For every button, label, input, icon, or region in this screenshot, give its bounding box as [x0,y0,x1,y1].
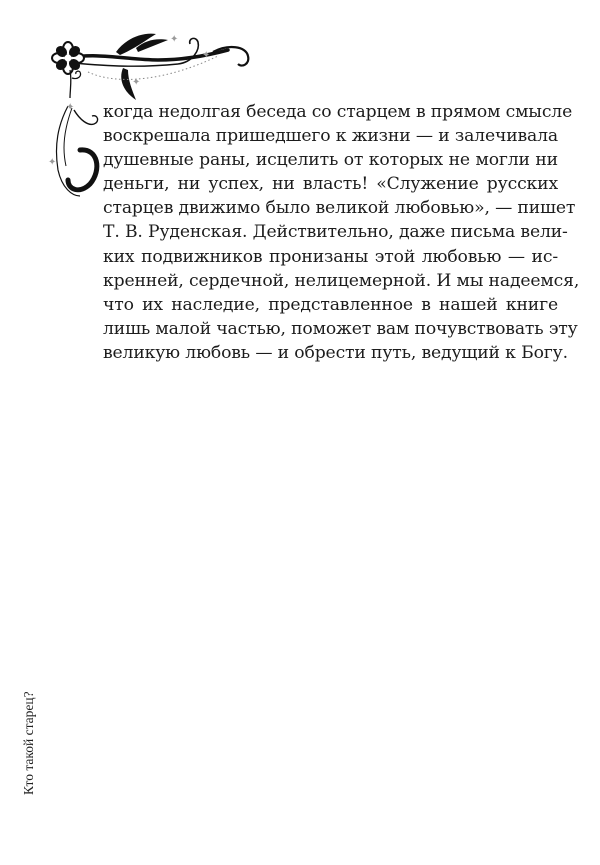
text-line: старцев движимо было великой любовью», — пишет [103,198,576,219]
body-paragraph [103,100,580,365]
text-line: лишь малой частью, поможет вам почувствовать эту [103,318,578,339]
text-line: что их наследие, представленное в нашей книге [103,294,558,315]
text-line: ких подвижников пронизаны этой любовью — ис- [103,246,558,267]
text-line: кренней, сердечной, нелицемерной. И мы надеемся, [103,270,580,291]
text-line: душевные раны, исцелить от которых не могли ни [103,150,558,171]
svg-text:✦: ✦ [66,102,75,113]
svg-text:✦: ✦ [202,50,211,61]
text-line: воскрешала пришедшего к жизни — и залечивала [103,126,558,147]
text-line: деньги, ни успех, ни власть! «Служение русских [103,174,558,195]
text-line: когда недолгая беседа со старцем в прямом смысле [103,102,573,122]
running-head: Кто такой старец? [21,691,36,795]
text-line: великую любовь — и обрести путь, ведущий к Богу. [103,342,568,363]
svg-text:✦: ✦ [132,77,141,88]
svg-text:✦: ✦ [48,157,57,168]
text-line: Т. В. Руденская. Действительно, даже письма вели- [103,222,568,243]
svg-text:✦: ✦ [170,34,179,45]
